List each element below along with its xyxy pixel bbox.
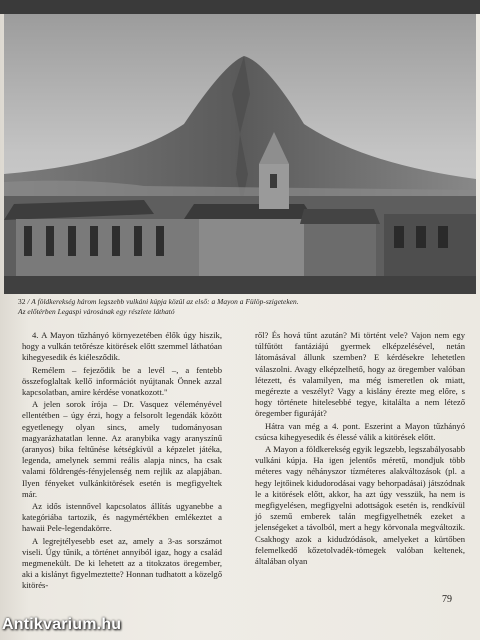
caption-number: 32 bbox=[18, 297, 26, 306]
page-number: 79 bbox=[442, 594, 452, 605]
paragraph: A legrejtélyesebb eset az, amely a 3-as sorszámot viseli. Úgy tűnik, a történet annyiból igaz, hogy a család megmenekült. De ki lehetett az a titokzatos öregember, aki a kislányt figyelmeztette? Honnan tudhatott a közelgő kitörés- bbox=[22, 535, 222, 591]
paragraph: Hátra van még a 4. pont. Eszerint a Mayon tűzhányó csúcsa kihegyesedik és élessé válik a kitörések előtt. bbox=[255, 420, 465, 442]
caption-line-2: Az előtérben Legaspi városának egy részlete látható bbox=[18, 307, 175, 316]
photo-caption bbox=[18, 297, 448, 317]
mayon-volcano-photo bbox=[4, 14, 476, 294]
text-column-left bbox=[22, 330, 222, 593]
watermark-logo: Antikvarium.hu bbox=[2, 616, 122, 633]
paragraph: Remélem – fejeződik be a levél –, a fentebb összefoglaltak kellő információt nyújtanak Önnek azzal kapcsolatban, amire kérdése vonatkozott." bbox=[22, 364, 222, 398]
paragraph: A Mayon a földkerekség egyik legszebb, legszabályosabb vulkáni kúpja. Ha igen jelentős méretű, mondjuk több méteres vagy néhányszor tízméteres alakváltozások (pl. a hegy lejtőinek kidudorodásai vagy behorpadásai) játszódnak le a kitörések előtt, akkor, ha azt úgy vesszük, ha nem is megfigyelésen, megfigyelni adottságok esetén is, rendkívül jó szemű emberek talán megfigyelhetnék ezeket a jelenségeket a távolból, mert a hegy körvonala megváltozik. Csakhogy azok a kidudzódások, amelyeket a kürtőben felemelkedő kőzetolvadék-tömegek valóban keltenek, általában olyan bbox=[255, 444, 465, 567]
page-top-shadow bbox=[0, 0, 480, 14]
paragraph: 4. A Mayon tűzhányó környezetében élők úgy hiszik, hogy a vulkán tetőrésze kitörések előtt szemmel láthatóan kihegyesedik és kiélesződik. bbox=[22, 330, 222, 363]
volcano-illustration bbox=[4, 14, 476, 294]
paragraph: Az idős istennővel kapcsolatos állítás ugyanebbe a kategóriába tartozik, és nagymértékben emlékeztet a hawaii Pele-legendakörre. bbox=[22, 501, 222, 534]
paragraph: ről? És hová tűnt azután? Mi történt vele? Vajon nem egy túlfűtött fantáziájú gyermek elképzelésével, netán látomásával állunk szemben? E kérdésekre lehetetlen válaszolni. Avagy elképzelhető, hogy az öregember valóban létezett, és valamilyen, ma még ismeretlen ok miatt, megérezte a veszélyt? Vagy a kislány érezte meg előre, s hogy története hitelesebbé tegye, kitalálta a nem létező öregember figuráját? bbox=[255, 330, 465, 419]
caption-line-1: / A földkerekség három legszebb vulkáni kúpja közül az első: a Mayon a Fülöp-szigeteken. bbox=[27, 297, 299, 306]
paragraph: A jelen sorok írója – Dr. Vasquez véleményével ellentétben – úgy érzi, hogy a felsorolt legendák között egyetlenegy olyan sincs, amely tudományosan magyarázhatatlan lenne. Az aranybika vagy aranyszínű (aranyos) bika feltűnése kétségkívül a képzelet játéka, legenda, amelynek semmi reális alapja nincs, ha csak valami földrengés-fényjelenség nem rejlik az alapjában. Ilyen fényeket vulkánkitörések esetén is megfigyeltek már. bbox=[22, 399, 222, 499]
text-column-right bbox=[255, 330, 465, 568]
